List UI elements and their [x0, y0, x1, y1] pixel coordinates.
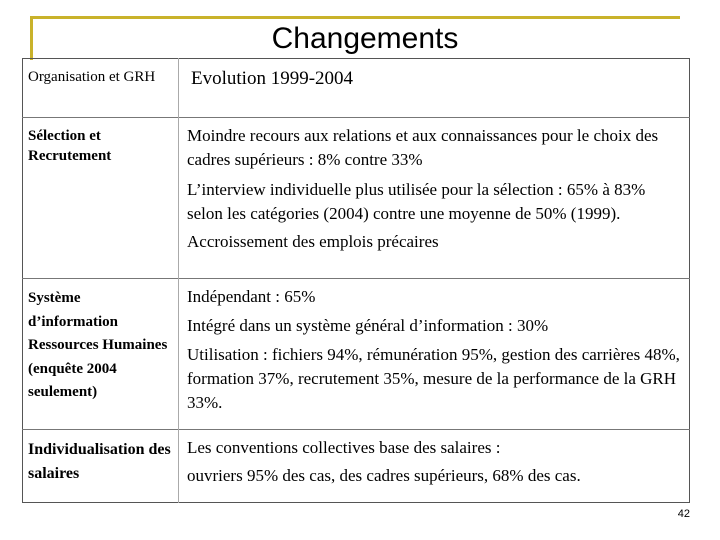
row-text-line: Moindre recours aux relations et aux connaissances pour le choix des cadres supérieurs : 8% contre 33% [187, 126, 659, 169]
table-row [23, 279, 690, 430]
table-row [23, 118, 690, 279]
row-content [179, 430, 690, 503]
row-text-line: ouvriers 95% des cas, des cadres supérieurs, 68% des cas. [187, 466, 581, 485]
page-number: 42 [677, 508, 690, 520]
header-left-cell: Organisation et GRH [23, 59, 179, 118]
header-right-cell: Evolution 1999-2004 [191, 68, 354, 89]
decorative-top-rule [30, 16, 680, 19]
row-content [179, 118, 690, 279]
row-label: Système d’information Ressources Humaines (enquête 2004 seulement) [23, 279, 179, 430]
changes-table [22, 58, 690, 503]
table-header-row [23, 59, 690, 118]
row-text-line: Accroissement des emplois précaires [187, 232, 439, 251]
row-text-line: L’interview individuelle plus utilisée pour la sélection : 65% à 83% selon les catégories (2004) contre une moyenne de 50% (1999). [187, 180, 646, 223]
row-text-line: Indépendant : 65% [187, 287, 316, 306]
row-text-line: Intégré dans un système général d’information : 30% [187, 316, 549, 335]
row-text-line: Utilisation : fichiers 94%, rémunération 95%, gestion des carrières 48%, formation 37%, recrutement 35%, mesure de la performance de la GRH 33%. [187, 345, 680, 412]
row-label: Sélection et Recrutement [23, 118, 179, 279]
row-text-line: Les conventions collectives base des salaires : [187, 438, 501, 457]
slide-title: Changements [271, 22, 459, 55]
table-row [23, 430, 690, 503]
row-label: Individualisation des salaires [23, 430, 179, 503]
row-content [179, 279, 690, 430]
